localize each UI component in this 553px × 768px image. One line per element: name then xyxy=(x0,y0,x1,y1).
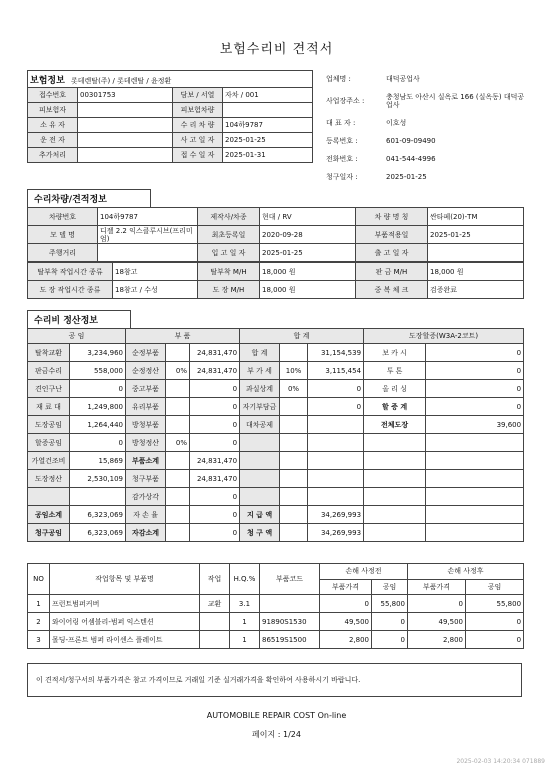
insurance-value: 자차 / 001 xyxy=(223,88,313,103)
insurance-label: 피보험자 xyxy=(28,103,78,118)
settlement-cell-c: 부품소계 xyxy=(126,452,166,470)
item-cell-p1: 2,800 xyxy=(320,631,372,649)
settlement-cell-f: 지 급 액 xyxy=(240,506,280,524)
vehicle-value: 싼타페(20)-TM xyxy=(428,208,524,226)
settlement-cell-a: 판금수리 xyxy=(28,362,70,380)
print-timestamp: 2025-02-03 14:20:34 071889 xyxy=(456,758,545,765)
vehicle-section-title: 수리차량/견적정보 xyxy=(27,189,151,208)
items-work-header: 작업 xyxy=(200,564,230,595)
labor-value: 18,000 원 xyxy=(260,263,356,281)
settlement-cell-d xyxy=(166,470,190,488)
insurance-value xyxy=(78,118,173,133)
vehicle-label: 차량번호 xyxy=(28,208,98,226)
insurance-label: 담보 / 서열 xyxy=(173,88,223,103)
settlement-cell-e: 0 xyxy=(190,506,240,524)
item-cell-name: 와이어링 어셈블리-범퍼 익스텐션 xyxy=(50,613,200,631)
settlement-cell-c: 감가상각 xyxy=(126,488,166,506)
item-cell-no: 3 xyxy=(28,631,50,649)
settlement-cell-g xyxy=(280,488,308,506)
vehicle-value: 디젤 2.2 익스클루시브(프리미엄) xyxy=(98,226,198,244)
settlement-cell-g xyxy=(280,470,308,488)
item-cell-p2: 2,800 xyxy=(408,631,466,649)
settlement-cell-d: 0% xyxy=(166,362,190,380)
vehicle-value: 2025-01-25 xyxy=(428,226,524,244)
settlement-cell-d: 0% xyxy=(166,434,190,452)
item-cell-p1: 0 xyxy=(320,595,372,613)
settlement-cell-b xyxy=(70,488,126,506)
total-header: 합 계 xyxy=(240,329,364,344)
items-hq-header: H.Q.% xyxy=(230,564,260,595)
settlement-row xyxy=(28,362,524,380)
insurance-value xyxy=(78,148,173,163)
paint-surcharge-header: 도장할증(W3A-2코트) xyxy=(364,329,524,344)
settlement-cell-d xyxy=(166,506,190,524)
settlement-cell-h xyxy=(308,470,364,488)
table-row xyxy=(28,613,524,631)
insurance-label: 접 수 일 자 xyxy=(173,148,223,163)
company-label: 청구일자 : xyxy=(326,173,358,181)
settlement-cell-j xyxy=(426,452,524,470)
settlement-cell-c: 청구부품 xyxy=(126,470,166,488)
item-cell-l2: 0 xyxy=(466,631,524,649)
settlement-cell-g xyxy=(280,398,308,416)
insurance-label: 접수번호 xyxy=(28,88,78,103)
settlement-cell-j: 0 xyxy=(426,362,524,380)
vehicle-label: 최초등록일 xyxy=(198,226,260,244)
vehicle-value xyxy=(98,244,198,262)
settlement-cell-e: 0 xyxy=(190,416,240,434)
settlement-cell-d xyxy=(166,344,190,362)
settlement-cell-g: 0% xyxy=(280,380,308,398)
items-after-adjust-header: 손해 사정후 xyxy=(408,564,524,580)
vehicle-label: 차 량 명 칭 xyxy=(356,208,428,226)
labor-value: 18참고 xyxy=(113,263,198,281)
settlement-cell-d xyxy=(166,416,190,434)
insurance-table xyxy=(27,70,313,163)
settlement-row xyxy=(28,344,524,362)
settlement-cell-f: 부 가 세 xyxy=(240,362,280,380)
settlement-cell-e: 0 xyxy=(190,434,240,452)
vehicle-value: 104하9787 xyxy=(98,208,198,226)
labor-label: 도 장 M/H xyxy=(198,281,260,299)
notice-box xyxy=(27,663,522,697)
items-labor-header: 공임 xyxy=(466,579,524,595)
company-label: 업체명 : xyxy=(326,75,351,83)
footer-brand: AUTOMOBILE REPAIR COST On-line xyxy=(206,711,347,720)
settlement-cell-f xyxy=(240,470,280,488)
settlement-cell-g xyxy=(280,416,308,434)
settlement-cell-e: 0 xyxy=(190,380,240,398)
settlement-cell-g xyxy=(280,506,308,524)
item-cell-code: 91890S1530 xyxy=(260,613,320,631)
settlement-cell-f: 자기부담금 xyxy=(240,398,280,416)
table-row xyxy=(28,595,524,613)
settlement-cell-i xyxy=(364,506,426,524)
settlement-cell-b: 2,530,109 xyxy=(70,470,126,488)
parts-header: 부 품 xyxy=(126,329,240,344)
company-value: 601-09-09490 xyxy=(386,137,436,145)
settlement-cell-j xyxy=(426,488,524,506)
vehicle-label: 제작사/차종 xyxy=(198,208,260,226)
labor-label: 탈부착 M/H xyxy=(198,263,260,281)
settlement-row xyxy=(28,398,524,416)
insurance-label: 수 리 차 량 xyxy=(173,118,223,133)
settlement-cell-g: 10% xyxy=(280,362,308,380)
items-before-adjust-header: 손해 사정전 xyxy=(320,564,408,580)
settlement-cell-d xyxy=(166,488,190,506)
settlement-cell-b: 6,323,069 xyxy=(70,506,126,524)
insurance-label: 피보험차량 xyxy=(173,103,223,118)
settlement-cell-a: 공임소계 xyxy=(28,506,70,524)
item-cell-l2: 0 xyxy=(466,613,524,631)
settlement-cell-j xyxy=(426,434,524,452)
vehicle-value xyxy=(428,244,524,262)
insurance-value xyxy=(78,133,173,148)
settlement-cell-b: 0 xyxy=(70,380,126,398)
company-label: 등록번호 : xyxy=(326,137,358,145)
settlement-row xyxy=(28,506,524,524)
vehicle-label: 주행거리 xyxy=(28,244,98,262)
settlement-cell-g xyxy=(280,524,308,542)
settlement-cell-a xyxy=(28,488,70,506)
vehicle-value: 현대 / RV xyxy=(260,208,356,226)
settlement-cell-h: 0 xyxy=(308,398,364,416)
insurance-value xyxy=(223,103,313,118)
item-cell-l2: 55,800 xyxy=(466,595,524,613)
item-cell-no: 2 xyxy=(28,613,50,631)
insurance-value: 104하9787 xyxy=(223,118,313,133)
settlement-cell-c: 유리부품 xyxy=(126,398,166,416)
settlement-cell-h xyxy=(308,416,364,434)
settlement-cell-a: 견인구난 xyxy=(28,380,70,398)
settlement-cell-i: 투 톤 xyxy=(364,362,426,380)
items-no-header: NO xyxy=(28,564,50,595)
settlement-cell-h xyxy=(308,452,364,470)
vehicle-label: 부품적용일 xyxy=(356,226,428,244)
item-cell-name: 프런트범퍼커버 xyxy=(50,595,200,613)
settlement-cell-h: 31,154,539 xyxy=(308,344,364,362)
labor-value: 18,000 원 xyxy=(428,263,524,281)
settlement-cell-f xyxy=(240,434,280,452)
settlement-cell-a: 할증공임 xyxy=(28,434,70,452)
insurance-label: 사 고 일 자 xyxy=(173,133,223,148)
table-row xyxy=(28,631,524,649)
notice-text: 이 견적서/청구서의 부품가격은 참고 가격이므로 거래일 기준 실거래가격을 확인하여 사용하시기 바랍니다. xyxy=(36,676,361,684)
settlement-cell-i: 보 카 시 xyxy=(364,344,426,362)
settlement-cell-b: 1,249,800 xyxy=(70,398,126,416)
item-cell-code: 86519S1500 xyxy=(260,631,320,649)
items-table xyxy=(27,563,524,649)
settlement-cell-c: 순정정산 xyxy=(126,362,166,380)
document-title: 보험수리비 견적서 xyxy=(219,42,334,57)
company-label: 전화번호 : xyxy=(326,155,358,163)
settlement-cell-a: 청구공임 xyxy=(28,524,70,542)
vehicle-table xyxy=(27,207,524,262)
settlement-cell-g xyxy=(280,344,308,362)
settlement-cell-a: 도장공임 xyxy=(28,416,70,434)
settlement-cell-i: 올 리 싱 xyxy=(364,380,426,398)
labor-value: 검증완료 xyxy=(428,281,524,299)
items-price-header: 부품가격 xyxy=(320,579,372,595)
settlement-cell-e: 24,831,470 xyxy=(190,470,240,488)
item-cell-p1: 49,500 xyxy=(320,613,372,631)
item-cell-l1: 0 xyxy=(372,613,408,631)
settlement-row xyxy=(28,524,524,542)
insurance-value xyxy=(78,103,173,118)
insurance-label: 소 유 자 xyxy=(28,118,78,133)
settlement-cell-h: 34,269,993 xyxy=(308,506,364,524)
settlement-cell-g xyxy=(280,452,308,470)
settlement-cell-f: 합 계 xyxy=(240,344,280,362)
item-cell-work: 교환 xyxy=(200,595,230,613)
item-cell-work xyxy=(200,613,230,631)
settlement-table xyxy=(27,328,524,542)
vehicle-value: 2025-01-25 xyxy=(260,244,356,262)
settlement-cell-c: 방청정산 xyxy=(126,434,166,452)
labor-rate-table xyxy=(27,262,524,299)
settlement-cell-i: 전체도장 xyxy=(364,416,426,434)
settlement-cell-i: 할 증 계 xyxy=(364,398,426,416)
insurance-value: 00301753 xyxy=(78,88,173,103)
settlement-cell-a: 탈착교환 xyxy=(28,344,70,362)
settlement-cell-h xyxy=(308,434,364,452)
settlement-cell-j: 0 xyxy=(426,380,524,398)
company-label: 대 표 자 : xyxy=(326,119,356,127)
company-value: 041-544-4996 xyxy=(386,155,436,163)
item-cell-hq: 1 xyxy=(230,613,260,631)
settlement-cell-e: 24,831,470 xyxy=(190,452,240,470)
company-info xyxy=(324,70,529,186)
settlement-cell-f xyxy=(240,488,280,506)
settlement-cell-i xyxy=(364,434,426,452)
settlement-cell-g xyxy=(280,434,308,452)
settlement-cell-i xyxy=(364,488,426,506)
items-labor-header: 공임 xyxy=(372,579,408,595)
settlement-cell-c: 자 손 율 xyxy=(126,506,166,524)
item-cell-hq: 3.1 xyxy=(230,595,260,613)
item-cell-code xyxy=(260,595,320,613)
settlement-cell-f: 대차공제 xyxy=(240,416,280,434)
settlement-cell-a: 가열건조비 xyxy=(28,452,70,470)
labor-label: 탈부착 작업시간 종류 xyxy=(28,263,113,281)
settlement-cell-h: 3,115,454 xyxy=(308,362,364,380)
settlement-cell-j xyxy=(426,470,524,488)
settlement-row xyxy=(28,416,524,434)
vehicle-label: 입 고 일 자 xyxy=(198,244,260,262)
labor-label: 도 장 작업시간 종류 xyxy=(28,281,113,299)
settlement-cell-b: 0 xyxy=(70,434,126,452)
settlement-cell-d xyxy=(166,380,190,398)
settlement-cell-e: 0 xyxy=(190,524,240,542)
vehicle-label: 모 델 명 xyxy=(28,226,98,244)
settlement-cell-j: 0 xyxy=(426,398,524,416)
settlement-cell-b: 15,869 xyxy=(70,452,126,470)
settlement-cell-c: 중고부품 xyxy=(126,380,166,398)
settlement-cell-e: 24,831,470 xyxy=(190,362,240,380)
company-value: 충청남도 아산시 실옥로 166 (실옥동) 대덕공업사 xyxy=(386,93,525,109)
settlement-cell-h xyxy=(308,488,364,506)
items-price-header: 부품가격 xyxy=(408,579,466,595)
settlement-cell-c: 자감소계 xyxy=(126,524,166,542)
items-name-header: 작업항목 및 부품명 xyxy=(50,564,200,595)
vehicle-label: 출 고 일 자 xyxy=(356,244,428,262)
item-cell-work xyxy=(200,631,230,649)
settlement-cell-j xyxy=(426,506,524,524)
settlement-cell-c: 순정부품 xyxy=(126,344,166,362)
settlement-cell-b: 558,000 xyxy=(70,362,126,380)
settlement-cell-h: 34,269,993 xyxy=(308,524,364,542)
company-label: 사업장주소 : xyxy=(326,97,365,105)
settlement-cell-b: 3,234,960 xyxy=(70,344,126,362)
settlement-cell-j: 39,600 xyxy=(426,416,524,434)
item-cell-p2: 0 xyxy=(408,595,466,613)
settlement-cell-j: 0 xyxy=(426,344,524,362)
settlement-cell-a: 도장정산 xyxy=(28,470,70,488)
items-code-header: 부품코드 xyxy=(260,564,320,595)
settlement-cell-b: 1,264,440 xyxy=(70,416,126,434)
company-value: 이호성 xyxy=(386,119,407,127)
insurance-label: 운 전 자 xyxy=(28,133,78,148)
labor-header: 공 임 xyxy=(28,329,126,344)
settlement-cell-f xyxy=(240,452,280,470)
settlement-row xyxy=(28,452,524,470)
settlement-cell-f: 과실상계 xyxy=(240,380,280,398)
settlement-cell-d xyxy=(166,398,190,416)
settlement-cell-e: 0 xyxy=(190,398,240,416)
insurance-header-label: 보험정보 xyxy=(30,75,65,86)
insurance-value: 2025-01-31 xyxy=(223,148,313,163)
settlement-cell-c: 방청부품 xyxy=(126,416,166,434)
settlement-cell-i xyxy=(364,452,426,470)
settlement-row xyxy=(28,470,524,488)
settlement-cell-h: 0 xyxy=(308,380,364,398)
settlement-cell-e: 0 xyxy=(190,488,240,506)
labor-value: 18참고 / 수성 xyxy=(113,281,198,299)
footer-page-number: 페이지 : 1/24 xyxy=(252,730,301,739)
insurance-label: 추가처리 xyxy=(28,148,78,163)
settlement-cell-f: 청 구 액 xyxy=(240,524,280,542)
settlement-row xyxy=(28,380,524,398)
item-cell-p2: 49,500 xyxy=(408,613,466,631)
item-cell-hq: 1 xyxy=(230,631,260,649)
settlement-cell-i xyxy=(364,470,426,488)
settlement-row xyxy=(28,488,524,506)
company-value: 2025-01-25 xyxy=(386,173,427,181)
settlement-cell-d xyxy=(166,452,190,470)
labor-value: 18,000 원 xyxy=(260,281,356,299)
labor-label: 판 금 M/H xyxy=(356,263,428,281)
settlement-cell-b: 6,323,069 xyxy=(70,524,126,542)
settlement-section-title: 수리비 정산정보 xyxy=(27,310,131,329)
settlement-cell-a: 재 료 대 xyxy=(28,398,70,416)
settlement-cell-i xyxy=(364,524,426,542)
settlement-cell-e: 24,831,470 xyxy=(190,344,240,362)
item-cell-l1: 0 xyxy=(372,631,408,649)
settlement-cell-d xyxy=(166,524,190,542)
settlement-row xyxy=(28,434,524,452)
insurance-header-value: 롯데렌탈(주) / 롯데렌탈 / 윤정환 xyxy=(71,76,172,85)
settlement-cell-j xyxy=(426,524,524,542)
labor-label: 중 복 체 크 xyxy=(356,281,428,299)
insurance-value: 2025-01-25 xyxy=(223,133,313,148)
item-cell-name: 몰딩-프론트 범퍼 라이센스 플레이트 xyxy=(50,631,200,649)
item-cell-l1: 55,800 xyxy=(372,595,408,613)
company-value: 대덕공업사 xyxy=(386,75,420,83)
vehicle-value: 2020-09-28 xyxy=(260,226,356,244)
item-cell-no: 1 xyxy=(28,595,50,613)
